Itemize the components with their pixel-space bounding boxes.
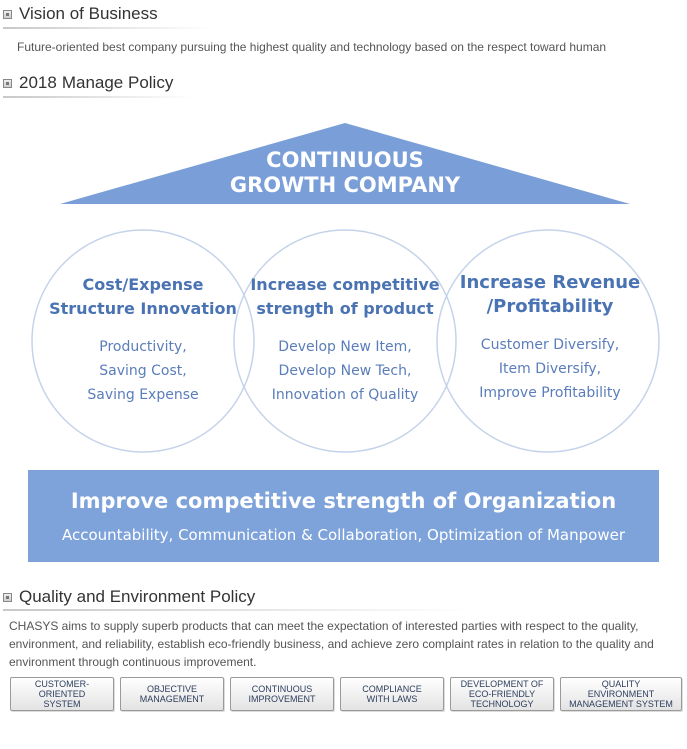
circle-item: Improve Profitability: [479, 385, 621, 401]
circle-title: [445, 271, 655, 319]
policy-button-label: OBJECTIVE MANAGEMENT: [139, 684, 205, 704]
circle-cost-content: [38, 273, 248, 407]
vision-title: Vision of Business: [19, 4, 158, 23]
policy-year: 2018: [19, 73, 57, 92]
policy-button-label: QUALITY ENVIRONMENT MANAGEMENT SYSTEM: [569, 679, 673, 709]
policy-button-objective[interactable]: [120, 677, 224, 711]
policy-button-label: DEVELOPMENT OF ECO-FRIENDLY TECHNOLOGY: [460, 679, 544, 709]
policy-button-compliance[interactable]: [340, 677, 444, 711]
circle-product-content: [240, 273, 450, 407]
circle-item: Innovation of Quality: [271, 387, 419, 403]
circle-title: [38, 273, 248, 321]
circle-title-line: Increase Revenue: [459, 272, 641, 293]
bullet-icon: [3, 593, 12, 602]
policy-button-eco[interactable]: [450, 677, 554, 711]
circle-revenue-content: [445, 271, 655, 405]
circle-item: Saving Cost,: [99, 363, 187, 379]
circle-items: [445, 333, 655, 405]
circle-title-line: /Profitability: [486, 296, 614, 317]
circle-item: Productivity,: [99, 339, 187, 355]
circle-title-line: Structure Innovation: [49, 299, 237, 318]
circle-item: Develop New Tech,: [278, 363, 412, 379]
quality-text: CHASYS aims to supply superb products that can meet the expectation of interested parties with respect to the quality, environment, and reliability, establish eco-friendly business, and achieve zero complaint rates in relation to the quality and environment through continuous improvement.: [9, 619, 654, 669]
policy-button-label: CONTINUOUS IMPROVEMENT: [248, 684, 316, 704]
base-subtitle: Accountability, Communication & Collaboration, Optimization of Manpower: [62, 526, 625, 544]
circle-title-line: Cost/Expense: [82, 275, 204, 294]
quality-title: Quality and Environment Policy: [19, 587, 256, 606]
circle-title: [240, 273, 450, 321]
roof-label: [160, 148, 530, 198]
policy-button-label: COMPLIANCE WITH LAWS: [362, 684, 422, 704]
policy-button-continuous[interactable]: [230, 677, 334, 711]
circle-item: Customer Diversify,: [480, 337, 620, 353]
circle-item: Saving Expense: [87, 387, 199, 403]
circle-title-line: strength of product: [256, 299, 434, 318]
policy-button-label: CUSTOMER-ORIENTED SYSTEM: [34, 679, 90, 709]
circle-items: [38, 335, 248, 407]
vision-text: Future-oriented best company pursuing the highest quality and technology based on the respect toward human: [17, 40, 607, 54]
quality-heading: [3, 587, 255, 607]
policy-button-qems[interactable]: [560, 677, 682, 711]
circle-item: Item Diversify,: [498, 361, 602, 377]
policy-title: Manage Policy: [61, 73, 174, 92]
divider: [3, 609, 473, 611]
circle-title-line: Increase competitive: [250, 275, 440, 294]
base-title: Improve competitive strength of Organization: [70, 489, 617, 513]
roof-line1: CONTINUOUS: [266, 148, 424, 172]
circle-items: [240, 335, 450, 407]
organization-base: [28, 470, 659, 562]
circle-item: Develop New Item,: [278, 339, 412, 355]
roof-line2: GROWTH COMPANY: [229, 173, 461, 197]
policy-buttons: [10, 677, 682, 711]
policy-button-customer[interactable]: [10, 677, 114, 711]
